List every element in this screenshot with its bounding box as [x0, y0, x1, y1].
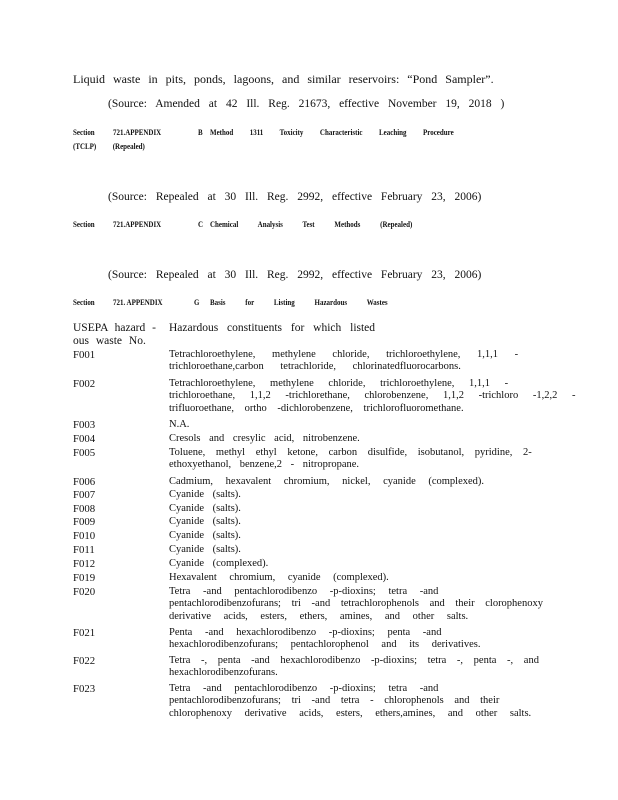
- waste-code: F021: [73, 627, 96, 639]
- col2-header: Hazardous constituents for which listed: [169, 322, 376, 334]
- waste-code: F003: [73, 419, 96, 431]
- constituent-line: N.A.: [169, 419, 190, 430]
- waste-code: F007: [73, 489, 96, 501]
- constituent-line: Tetrachloroethylene, methylene chloride, trichloroethylene, 1,1,1 -: [169, 378, 509, 389]
- section-b-title-cont: (TCLP) (Repealed): [73, 141, 145, 151]
- waste-code: F008: [73, 503, 96, 515]
- hazard-constituents: [169, 558, 268, 570]
- constituent-line: Cyanide (salts).: [169, 503, 241, 514]
- waste-code: F020: [73, 586, 96, 598]
- section-c-letter: C: [198, 219, 204, 229]
- waste-code: F002: [73, 378, 96, 390]
- constituent-line: Toluene, methyl ethyl ketone, carbon disulfide, isobutanol, pyridine, 2-: [169, 447, 532, 458]
- hazard-constituents: [169, 349, 518, 374]
- waste-code: F019: [73, 572, 96, 584]
- constituent-line: Cyanide (salts).: [169, 544, 241, 555]
- constituent-line: Cyanide (complexed).: [169, 558, 269, 569]
- constituent-line: pentachlorodibenzofurans; tri -and tetra - chlorophenols and their: [169, 695, 500, 707]
- constituent-line: ethoxyethanol, benzene,2 - nitropropane.: [169, 459, 360, 471]
- section-c-number: 721.APPENDIX: [113, 219, 162, 229]
- section-c-label: Section: [73, 219, 95, 229]
- waste-code: F005: [73, 447, 96, 459]
- constituent-line: Cyanide (salts).: [169, 530, 241, 541]
- constituent-line: Hexavalent chromium, cyanide (complexed).: [169, 572, 389, 583]
- constituent-line: Cresols and cresylic acid, nitrobenzene.: [169, 433, 360, 444]
- hazard-constituents: [169, 544, 241, 556]
- hazard-constituents: [169, 489, 241, 501]
- waste-code: F022: [73, 655, 96, 667]
- waste-code: F006: [73, 476, 96, 488]
- waste-code: F004: [73, 433, 96, 445]
- section-b-title: Method 1311 Toxicity Characteristic Leaching Procedure: [210, 127, 454, 137]
- hazard-constituents: [169, 378, 575, 415]
- constituent-line: Cadmium, hexavalent chromium, nickel, cyanide (complexed).: [169, 476, 485, 487]
- waste-code: F001: [73, 349, 96, 361]
- waste-code: F010: [73, 530, 96, 542]
- constituent-line: Tetra -, penta -and hexachlorodibenzo -p-dioxins; tetra -, penta -, and: [169, 655, 539, 666]
- hazard-constituents: [169, 683, 531, 720]
- constituent-line: chlorophenoxy derivative acids, esters, ethers,amines, and other salts.: [169, 707, 532, 719]
- constituent-line: trichloroethane,carbon tetrachloride, chlorinatedfluorocarbons.: [169, 361, 461, 373]
- hazard-constituents: [169, 419, 189, 431]
- constituent-line: Cyanide (salts).: [169, 489, 241, 500]
- col1-header-line1: USEPA hazard -: [73, 322, 156, 334]
- constituent-line: trichloroethane, 1,1,2 -trichlorethane, chlorobenzene, 1,1,2 -trichloro -1,2,2 -: [169, 390, 576, 402]
- hazard-constituents: [169, 627, 480, 652]
- waste-code: F012: [73, 558, 96, 570]
- section-g-letter: G: [194, 297, 200, 307]
- waste-code: F009: [73, 516, 96, 528]
- col1-header-line2: ous waste No.: [73, 335, 146, 347]
- waste-code: F023: [73, 683, 96, 695]
- constituent-line: Tetra -and pentachlorodibenzo -p-dioxins; tetra -and: [169, 586, 439, 597]
- hazard-constituents: [169, 503, 241, 515]
- hazard-constituents: [169, 586, 543, 623]
- hazard-constituents: [169, 433, 360, 445]
- hazard-constituents: [169, 530, 241, 542]
- section-b-label: Section: [73, 127, 95, 137]
- constituent-line: derivative acids, esters, ethers, amines, and other salts.: [169, 610, 469, 622]
- hazard-constituents: [169, 516, 241, 528]
- section-g-title: Basis for Listing Hazardous Wastes: [210, 297, 388, 307]
- source-note-amended: (Source: Amended at 42 Ill. Reg. 21673, effective November 19, 2018 ): [108, 98, 505, 110]
- section-b-letter: B: [198, 127, 203, 137]
- constituent-line: pentachlorodibenzofurans; tri -and tetrachlorophenols and their clorophenoxy: [169, 598, 543, 610]
- section-g-label: Section: [73, 297, 95, 307]
- intro-line: Liquid waste in pits, ponds, lagoons, and similar reservoirs: “Pond Sampler”.: [73, 72, 494, 86]
- section-b-number: 721.APPENDIX: [113, 127, 162, 137]
- constituent-line: hexachlorodibenzofurans; pentachlorophenol and its derivatives.: [169, 639, 481, 651]
- constituent-line: Tetra -and pentachlorodibenzo -p-dioxins; tetra -and: [169, 683, 439, 694]
- constituent-line: Penta -and hexachlorodibenzo -p-dioxins; penta -and: [169, 627, 442, 638]
- source-note-c: (Source: Repealed at 30 Ill. Reg. 2992, effective February 23, 2006): [108, 269, 482, 281]
- section-g-number: 721. APPENDIX: [113, 297, 163, 307]
- hazard-constituents: [169, 447, 532, 472]
- constituent-line: Tetrachloroethylene, methylene chloride, trichloroethylene, 1,1,1 -: [169, 349, 519, 360]
- constituent-line: Cyanide (salts).: [169, 516, 241, 527]
- source-note-b: (Source: Repealed at 30 Ill. Reg. 2992, effective February 23, 2006): [108, 191, 482, 203]
- hazard-constituents: [169, 572, 389, 584]
- constituent-line: trifluoroethane, ortho -dichlorobenzene, trichlorofluoromethane.: [169, 402, 464, 414]
- hazard-constituents: [169, 476, 484, 488]
- constituent-line: hexachlorodibenzofurans.: [169, 667, 278, 679]
- section-c-title: Chemical Analysis Test Methods (Repealed): [210, 219, 413, 229]
- waste-code: F011: [73, 544, 95, 556]
- hazard-constituents: [169, 655, 539, 680]
